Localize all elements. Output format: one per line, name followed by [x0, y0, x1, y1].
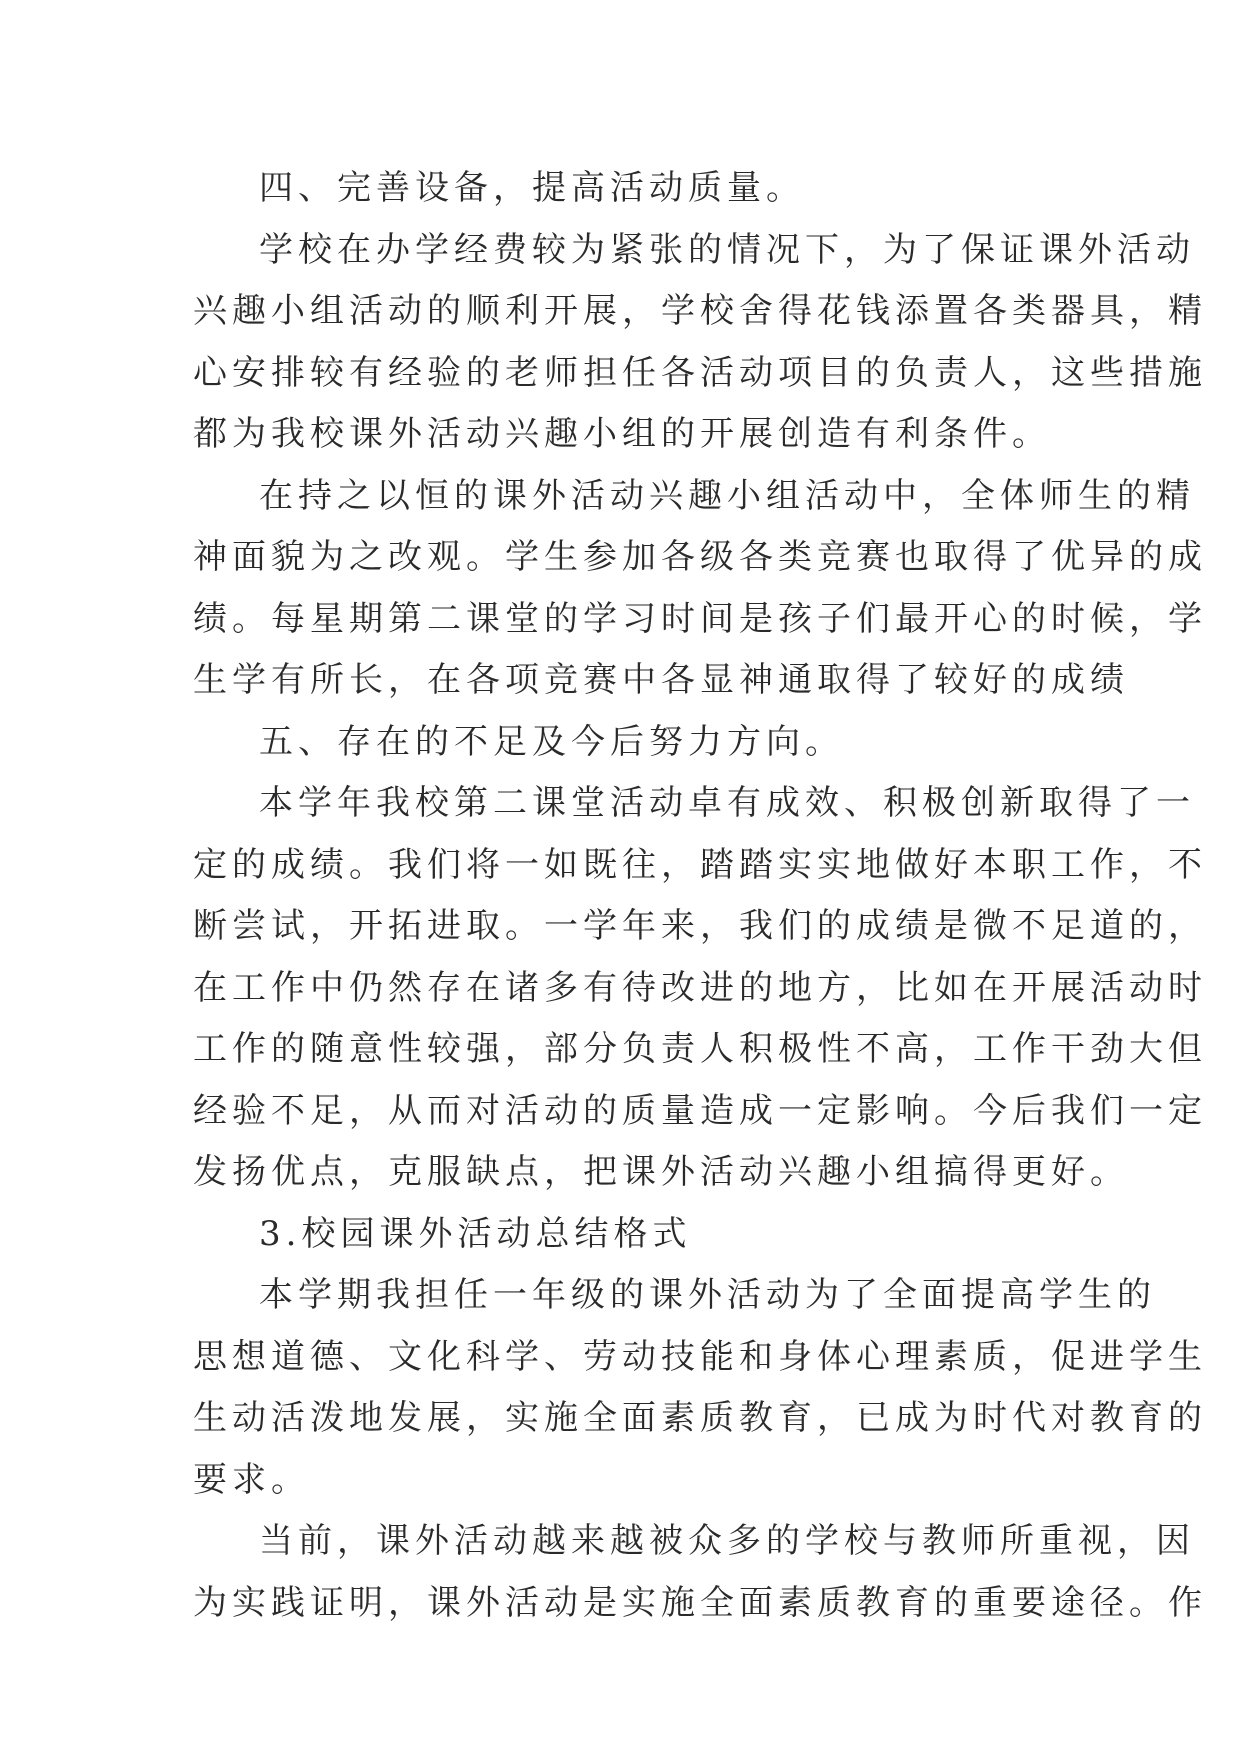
paragraph-line: 要求。	[193, 1459, 310, 1500]
paragraph-line: 生动活泼地发展，实施全面素质教育，已成为时代对教育的	[193, 1398, 1207, 1438]
paragraph-line: 本学期我担任一年级的课外活动为了全面提高学生的	[259, 1275, 1156, 1315]
paragraph-line: 在工作中仍然存在诸多有待改进的地方，比如在开展活动时	[193, 967, 1207, 1008]
section-heading-5: 五、存在的不足及今后努力方向。	[259, 721, 844, 762]
paragraph-line: 兴趣小组活动的顺利开展，学校舍得花钱添置各类器具，精	[193, 291, 1207, 331]
paragraph-line: 发扬优点，克服缺点，把课外活动兴趣小组搞得更好。	[193, 1152, 1129, 1192]
paragraph-line: 断尝试，开拓进取。一学年来，我们的成绩是微不足道的，	[193, 906, 1207, 946]
paragraph-line: 神面貌为之改观。学生参加各级各类竞赛也取得了优异的成	[193, 537, 1207, 577]
paragraph-line: 本学年我校第二课堂活动卓有成效、积极创新取得了一	[259, 783, 1195, 823]
paragraph-line: 定的成绩。我们将一如既往，踏踏实实地做好本职工作，不	[193, 844, 1207, 885]
paragraph-line: 生学有所长，在各项竞赛中各显神通取得了较好的成绩	[193, 660, 1129, 700]
paragraph-line: 都为我校课外活动兴趣小组的开展创造有利条件。	[193, 414, 1051, 454]
paragraph-line: 当前，课外活动越来越被众多的学校与教师所重视，因	[259, 1521, 1195, 1561]
paragraph-line: 在持之以恒的课外活动兴趣小组活动中，全体师生的精	[259, 475, 1195, 516]
paragraph-line: 心安排较有经验的老师担任各活动项目的负责人，这些措施	[193, 352, 1207, 393]
paragraph-line: 为实践证明，课外活动是实施全面素质教育的重要途径。作	[193, 1582, 1207, 1623]
paragraph-line: 绩。每星期第二课堂的学习时间是孩子们最开心的时候，学	[193, 598, 1207, 639]
paragraph-line: 工作的随意性较强，部分负责人积极性不高，工作干劲大但	[193, 1029, 1207, 1069]
paragraph-line: 思想道德、文化科学、劳动技能和身体心理素质，促进学生	[193, 1336, 1207, 1377]
document-body	[193, 158, 1207, 1634]
article-title: 3.校园课外活动总结格式	[259, 1213, 692, 1254]
paragraph-line: 经验不足，从而对活动的质量造成一定影响。今后我们一定	[193, 1090, 1207, 1131]
paragraph-line: 学校在办学经费较为紧张的情况下，为了保证课外活动	[259, 229, 1195, 270]
section-heading-4: 四、完善设备，提高活动质量。	[259, 168, 805, 208]
